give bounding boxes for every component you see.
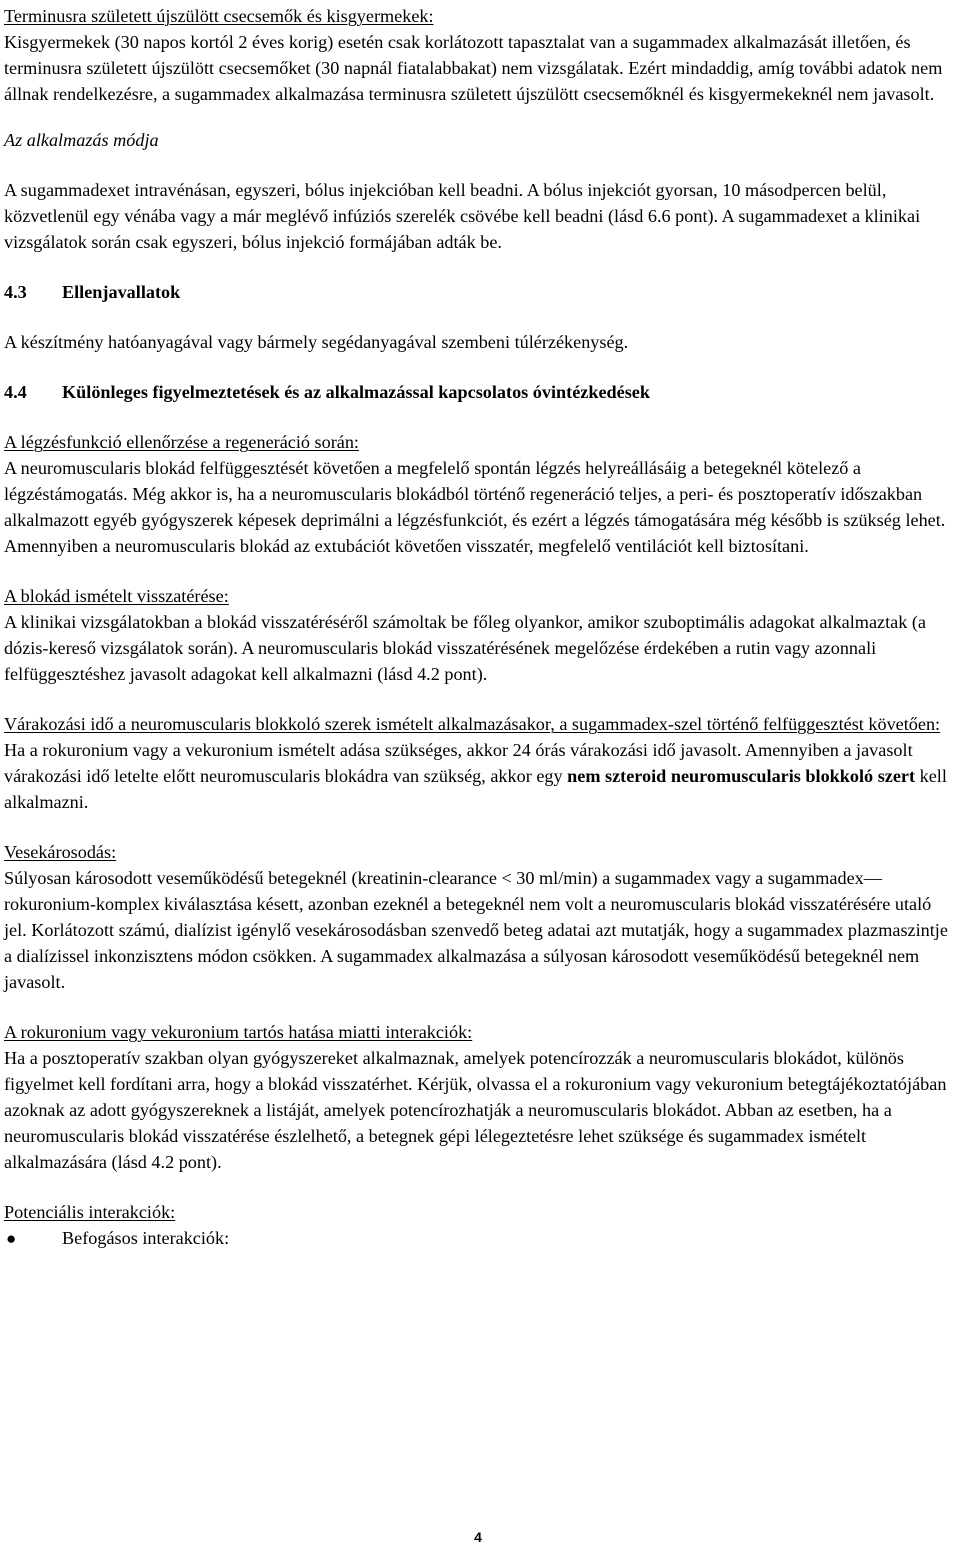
- newborns-heading: Terminusra született újszülött csecsemők és kisgyermekek:: [4, 6, 434, 26]
- bullet-icon: ●: [6, 1229, 17, 1248]
- newborns-paragraph: Kisgyermekek (30 napos kortól 2 éves korig) esetén csak korlátozott tapasztalat van a sugammadex alkalmazását illetően, és terminusra született újszülött csecsemőket (30 napnál fiatalabbakat) nem vizsgálatak. Ezért mindaddig, amíg további adatok nem állnak rendelkezésre, a sugammadex alkalmazása terminusra született újszülött csecsemőknél és kisgyermekeknél nem javasolt.: [4, 32, 943, 104]
- prolonged-heading: A rokuronium vagy vekuronium tartós hatása miatti interakciók:: [4, 1022, 473, 1042]
- renal-heading: Vesekárosodás:: [4, 842, 117, 862]
- contraindications-paragraph: A készítmény hatóanyagával vagy bármely segédanyagával szembeni túlérzékenység.: [4, 332, 629, 352]
- renal-paragraph: Súlyosan károsodott veseműködésű betegeknél (kreatinin-clearance < 30 ml/min) a sugammadex vagy a sugammadex—rokuronium-komplex kiválasztása késett, azonban ezeknél a betegeknél nem volt a neuromuscularis blokád visszatérésére utaló jel. Korlátozott számú, dialízist igénylő vesekárosodásban szenvedő beteg adatai azt mutatják, hogy a sugammadex plazmaszintje a dialízissel inkonzisztens módon csökken. A sugammadex alkalmazása a súlyosan károsodott veseműködésű betegeknél nem javasolt.: [4, 868, 948, 992]
- administration-paragraph: A sugammadexet intravénásan, egyszeri, bólus injekcióban kell beadni. A bólus injekciót gyorsan, 10 másodpercen belül, közvetlenül egy vénába vagy a már meglévő infúziós szerelék csövébe kell beadni (lásd 6.6 pont). A sugammadexet a klinikai vizsgálatok során csak egyszeri, bólus injekció formájában adták be.: [4, 180, 921, 252]
- section-4-3-heading: [4, 279, 956, 305]
- administration-heading: Az alkalmazás módja: [4, 130, 159, 150]
- document-page: [4, 3, 956, 1252]
- waiting-text-bold: nem szteroid neuromuscularis blokkoló szert: [567, 766, 916, 786]
- waiting-paragraph: [4, 737, 956, 815]
- section-4-4-number: 4.4: [4, 382, 27, 402]
- section-4-3-title: Ellenjavallatok: [62, 282, 181, 302]
- respiratory-paragraph: A neuromuscularis blokád felfüggesztését követően a megfelelő spontán légzés helyreállásáig a betegeknél kötelező a légzéstámogatás. Még akkor is, ha a neuromuscularis blokádból történő regeneráció teljes, a peri- és posztoperatív időszakban alkalmazott egyéb gyógyszerek képesek deprimálni a légzésfunkciót, és ezért a légzés támogatására még később is szükség lehet. Amennyiben a neuromuscularis blokád az extubációt követően visszatér, megfelelő ventilációt kell biztosítani.: [4, 458, 946, 556]
- list-item: [4, 1225, 956, 1252]
- section-4-3-number: 4.3: [4, 282, 27, 302]
- recurrence-heading: A blokád ismételt visszatérése:: [4, 586, 229, 606]
- waiting-text-start: Ha a rokuronium vagy a vekuronium ismételt adása szükséges, akkor 24 órás várakozási idő javasolt. Amennyiben a javasolt várakozási idő letelte előtt neuromuscularis blokádra van szükség, akkor egy: [4, 740, 913, 786]
- list-item-label: Befogásos interakciók:: [62, 1228, 230, 1248]
- page-number-label: 4: [474, 1529, 482, 1545]
- waiting-text-end: kell alkalmazni.: [4, 766, 947, 812]
- potential-heading: Potenciális interakciók:: [4, 1202, 176, 1222]
- prolonged-paragraph: Ha a posztoperatív szakban olyan gyógyszereket alkalmaznak, amelyek potencírozzák a neuromuscularis blokádot, különös figyelmet kell fordítani arra, hogy a blokád visszatérhet. Kérjük, olvassa el a rokuronium vagy vekuronium betegtájékoztatójában azoknak az adott gyógyszereknek a listáját, amelyek potencírozhatják a neuromuscularis blokádot. Abban az esetben, ha a neuromuscularis blokád visszatérése észlelhető, a betegnek gépi lélegeztetésre lehet szüksége és sugammadex ismételt alkalmazására (lásd 4.2 pont).: [4, 1048, 947, 1172]
- recurrence-paragraph: A klinikai vizsgálatokban a blokád visszatéréséről számoltak be főleg olyankor, amikor szuboptimális adagokat alkalmaztak (a dózis-kereső vizsgálatok során). A neuromuscularis blokád visszatérésének megelőzése érdekében a rutin vagy azonnali felfüggesztéshez javasolt adagokat kell alkalmazni (lásd 4.2 pont).: [4, 612, 926, 684]
- page-number: [0, 1528, 952, 1546]
- respiratory-heading: A légzésfunkció ellenőrzése a regeneráció során:: [4, 432, 359, 452]
- section-4-4-heading: [4, 379, 956, 405]
- section-4-4-title: Különleges figyelmeztetések és az alkalmazással kapcsolatos óvintézkedések: [62, 382, 650, 402]
- waiting-heading: Várakozási idő a neuromuscularis blokkoló szerek ismételt alkalmazásakor, a sugammadex-szel történő felfüggesztést követően:: [4, 714, 941, 734]
